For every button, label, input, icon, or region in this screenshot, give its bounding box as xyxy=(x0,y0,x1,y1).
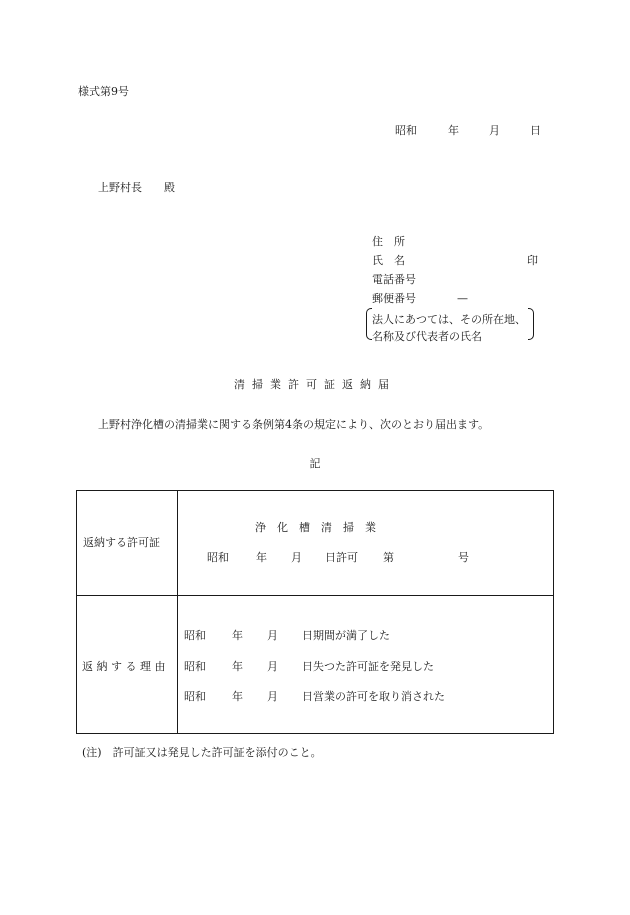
row-divider xyxy=(77,595,553,596)
ki-heading: 記 xyxy=(309,457,321,470)
license-dai: 第 xyxy=(383,551,394,564)
phone-label: 電話番号 xyxy=(372,273,416,286)
row-label-reason: 返 納 す る 理 由 xyxy=(82,660,166,673)
corp-note-line2: 名称及び代表者の氏名 xyxy=(372,330,482,343)
column-divider xyxy=(177,491,178,733)
reason-text: 日失つた許可証を発見した xyxy=(302,660,434,673)
reason-year: 年 xyxy=(232,629,243,642)
date-day: 日 xyxy=(530,124,541,137)
reason-year: 年 xyxy=(232,660,243,673)
addressee: 上野村長 殿 xyxy=(98,181,175,194)
license-type: 浄 化 槽 清 掃 業 xyxy=(255,521,376,534)
reason-text: 日期間が満了した xyxy=(302,629,390,642)
submission-date xyxy=(395,125,541,136)
applicant-block xyxy=(372,236,547,312)
reason-era: 昭和 xyxy=(184,660,206,673)
document-title: 清掃業許可証返納届 xyxy=(234,378,396,391)
footnote: (注) 許可証又は発見した許可証を添付のこと。 xyxy=(82,746,322,759)
row-label-license: 返納する許可証 xyxy=(83,536,160,549)
address-label: 住 所 xyxy=(372,235,405,248)
corporation-note xyxy=(366,308,534,343)
license-month: 月 xyxy=(291,551,302,564)
reason-row xyxy=(184,629,390,642)
reason-era: 昭和 xyxy=(184,629,206,642)
license-go: 号 xyxy=(458,551,469,564)
date-year: 年 xyxy=(448,124,459,137)
license-era: 昭和 xyxy=(207,551,229,564)
license-year: 年 xyxy=(256,551,267,564)
reason-month: 月 xyxy=(267,660,278,673)
seal-mark: 印 xyxy=(527,254,538,267)
reason-era: 昭和 xyxy=(184,690,206,703)
date-era: 昭和 xyxy=(395,124,417,137)
name-label: 氏 名 xyxy=(372,254,405,267)
details-table xyxy=(76,490,554,734)
license-day: 日許可 xyxy=(325,551,358,564)
reason-month: 月 xyxy=(267,629,278,642)
date-month: 月 xyxy=(489,124,500,137)
postal-dash: — xyxy=(457,292,468,305)
reason-text: 日営業の許可を取り消された xyxy=(302,690,445,703)
reason-row xyxy=(184,660,434,673)
reason-month: 月 xyxy=(267,690,278,703)
postal-label: 郵便番号 xyxy=(372,292,416,305)
reason-row xyxy=(184,690,445,703)
reason-year: 年 xyxy=(232,690,243,703)
form-number: 様式第9号 xyxy=(78,85,129,98)
corp-note-line1: 法人にあつては、その所在地、 xyxy=(372,313,526,326)
right-bracket xyxy=(528,308,534,340)
body-text: 上野村浄化槽の清掃業に関する条例第4条の規定により、次のとおり届出ます。 xyxy=(98,418,490,431)
